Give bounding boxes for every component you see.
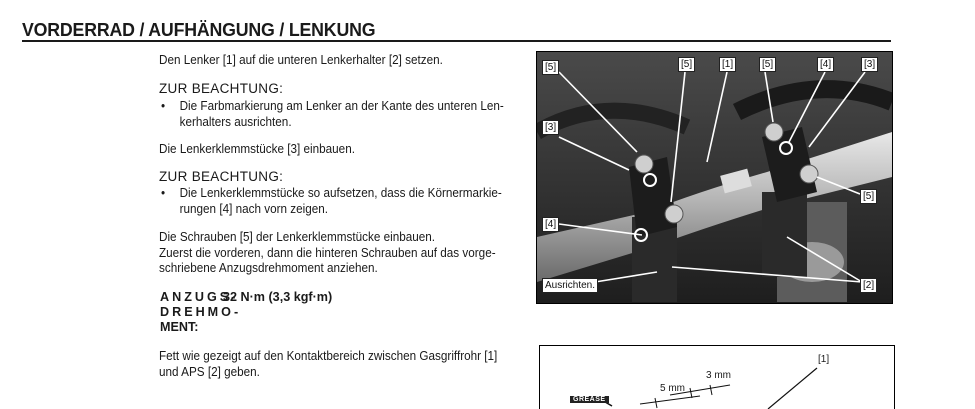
torque-label-line: MENT: — [160, 320, 199, 334]
dimension-tick — [710, 385, 712, 395]
callout-label: [4] — [542, 217, 559, 232]
torque-label-line: ANZUGS- — [160, 290, 239, 304]
callout-label: [4] — [817, 57, 834, 72]
note-heading: ZUR BEACHTUNG: — [159, 81, 284, 96]
callout-label: Ausrichten. — [542, 278, 598, 293]
photo-illustration — [537, 52, 892, 303]
dimension-tick — [655, 398, 657, 408]
step-grease — [159, 349, 497, 380]
note-text-line: Die Farbmarkierung am Lenker an der Kante des unteren Len- — [179, 99, 504, 113]
grease-label: GREASE — [570, 396, 609, 403]
title-rule — [22, 40, 891, 42]
bullet-dot: • — [161, 186, 166, 200]
step-bolts — [159, 230, 496, 277]
step-text-line: Fett wie gezeigt auf den Kontaktbereich zwischen Gasgriffrohr [1] — [159, 349, 498, 363]
step-text-line: und APS [2] geben. — [159, 364, 260, 379]
callout-label: [3] — [861, 57, 878, 72]
callout-label: [5] — [542, 60, 559, 75]
dimension-line — [640, 396, 700, 404]
callout-label: [5] — [759, 57, 776, 72]
note-text-line: rungen [4] nach vorn zeigen. — [179, 201, 329, 216]
note-text-line: Die Lenkerklemmstücke so aufsetzen, dass die Körnermarkie- — [179, 186, 502, 200]
torque-value: 32 N·m (3,3 kgf·m) — [223, 290, 333, 304]
bullet-dot: • — [161, 99, 166, 113]
handlebar-photo — [536, 51, 893, 304]
dimension-tick — [690, 388, 692, 398]
note-heading: ZUR BEACHTUNG: — [159, 169, 284, 184]
callout-label: [1] — [719, 57, 736, 72]
callout-label: [2] — [860, 278, 877, 293]
photo-lower-holder — [762, 192, 807, 277]
leader-line — [768, 368, 817, 409]
step-clamp-install: Die Lenkerklemmstücke [3] einbauen. — [159, 142, 355, 156]
step-handlebar-placement: Den Lenker [1] auf die unteren Lenkerhalter [2] setzen. — [159, 53, 443, 67]
diagram-label: [1] — [818, 354, 830, 365]
note-bullet — [161, 186, 514, 218]
note-bullet — [161, 99, 514, 131]
callout-label: [5] — [860, 189, 877, 204]
section-title: VORDERRAD / AUFHÄNGUNG / LENKUNG — [22, 19, 376, 40]
grease-diagram — [539, 345, 895, 409]
step-text-line: Die Schrauben [5] der Lenkerklemmstücke einbauen. — [159, 230, 436, 244]
callout-label: [3] — [542, 120, 559, 135]
dimension-label: 5 mm — [660, 383, 685, 394]
photo-bolt — [665, 205, 683, 223]
photo-bolt — [800, 165, 818, 183]
photo-bolt — [765, 123, 783, 141]
step-text-line: Zuerst die vorderen, dann die hinteren Schrauben auf das vorge- — [159, 245, 496, 260]
photo-bolt — [635, 155, 653, 173]
torque-label-line: DREHMO- — [160, 305, 242, 319]
callout-label: [5] — [678, 57, 695, 72]
dimension-label: 3 mm — [706, 370, 731, 381]
step-text-line: schriebene Anzugsdrehmoment anziehen. — [159, 261, 378, 275]
note-text-line: kerhalters ausrichten. — [179, 114, 292, 129]
